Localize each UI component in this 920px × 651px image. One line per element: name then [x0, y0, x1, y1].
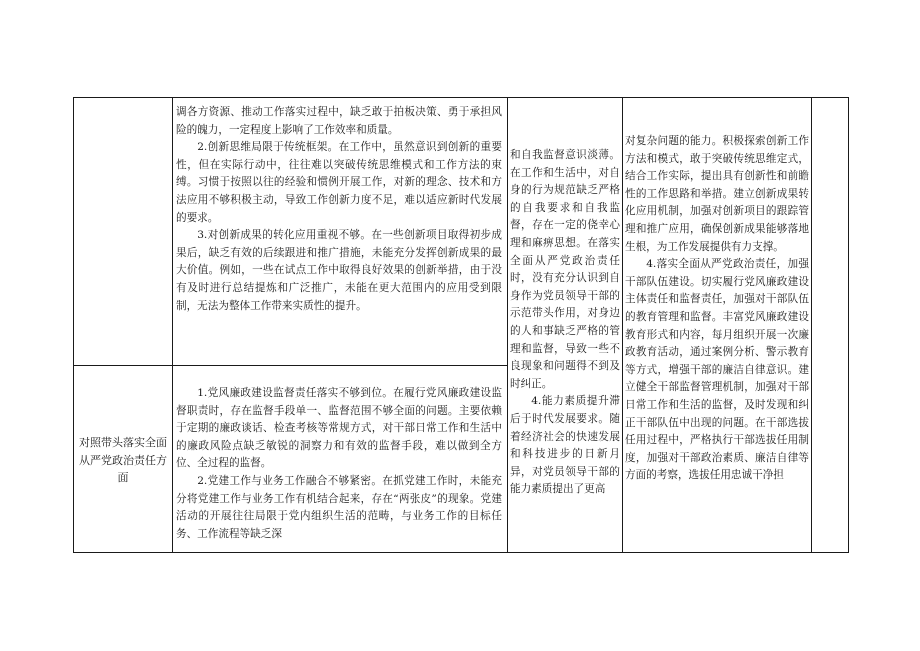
row-label-cell [77, 434, 169, 487]
table-bottom-border [73, 552, 849, 553]
cause-cell [510, 147, 620, 499]
col-divider-1 [172, 97, 173, 553]
problem-cell-lower [176, 385, 502, 543]
col-divider-2 [507, 97, 508, 553]
problem-item-2: 2.创新思维局限于传统框架。在工作中，虽然意识到创新的重要性，但在实际行动中，往往难以突破传统思维模式和工作方法的束缚。习惯于按照以往的经验和惯例开展工作，对新的理念、技术和方法应用不够积极主动，导致工作创新力度不足，难以适应新时代发展的要求。 [176, 141, 502, 224]
cause-item-4: 4.能力素质提升滞后于时代发展要求。随着经济社会的快速发展和科技进步的日新月异，对党员领导干部的能力素质提出了更高 [510, 395, 620, 496]
problem-item-2b: 2.党建工作与业务工作融合不够紧密。在抓党建工作时，未能充分将党建工作与业务工作有机结合起来，存在“两张皮”的现象。党建活动的开展往往局限于党内组织生活的范畴，与业务工作的目标任务、工作流程等缺乏深 [176, 474, 502, 540]
problem-item-3: 3.对创新成果的转化应用重视不够。在一些创新项目取得初步成果后，缺乏有效的后续跟进和推广措施，未能充分发挥创新成果的最大价值。例如，一些在试点工作中取得良好效果的创新举措，由于没有及时进行总结提炼和广泛推广，未能在更大范围内的应用受到限制，无法为整体工作带来实质性的提升。 [176, 229, 502, 312]
problem-item-1: 1.党风廉政建设监督责任落实不够到位。在履行党风廉政建设监督职责时，存在监督手段单一、监督范围不够全面的问题。主要依赖于定期的廉政谈话、检查考核等常规方式，对干部日常工作和生活中的廉政风险点缺乏敏锐的洞察力和有效的监督手段，难以做到全方位、全过程的监督。 [176, 387, 502, 470]
problem-cell-upper [176, 104, 502, 315]
table-top-border [73, 97, 849, 98]
rectification-table [73, 97, 849, 553]
table-right-border [848, 97, 849, 553]
table-left-border [73, 97, 74, 553]
cause-text-continued: 和自我监督意识淡薄。在工作和生活中，对自身的行为规范缺乏严格的自我要求和自我监督，存在一定的侥幸心理和麻痹思想。在落实全面从严党政治责任时，没有充分认识到自身作为党员领导干部的示范带头作用，对身边的人和事缺乏严格的管理和监督，导致一些不良现象和问题得不到及时纠正。 [510, 149, 620, 390]
measure-cell [625, 133, 809, 485]
row-label: 对照带头落实全面从严党政治责任方面 [79, 436, 167, 485]
measure-text-continued: 对复杂问题的能力。积极探索创新工作方法和模式，敢于突破传统思维定式，结合工作实际，提出具有创新性和前瞻性的工作思路和举措。建立创新成果转化应用机制，加强对创新项目的跟踪管理和推广应用，确保创新成果能够落地生根，为工作发展提供有力支撑。 [625, 135, 809, 253]
problem-text-continued: 调各方资源、推动工作落实过程中，缺乏敢于拍板决策、勇于承担风险的魄力，一定程度上影响了工作效率和质量。 [176, 106, 502, 136]
measure-item-4: 4.落实全面从严党政治责任，加强干部队伍建设。切实履行党风廉政建设主体责任和监督责任，加强对干部队伍的教育管理和监督。丰富党风廉政建设教育形式和内容，每月组织开展一次廉政教育活动，通过案例分析、警示教育等方式，增强干部的廉洁自律意识。建立健全干部监督管理机制，加强对干部日常工作和生活的监督，及时发现和纠正干部队伍中出现的问题。在干部选拔任用过程中，严格执行干部选拔任用制度，加强对干部政治素质、廉洁自律等方面的考察，选拔任用忠诚干净担 [625, 258, 809, 482]
row-divider-left [73, 365, 507, 366]
col-divider-4 [811, 97, 812, 553]
col-divider-3 [622, 97, 623, 553]
